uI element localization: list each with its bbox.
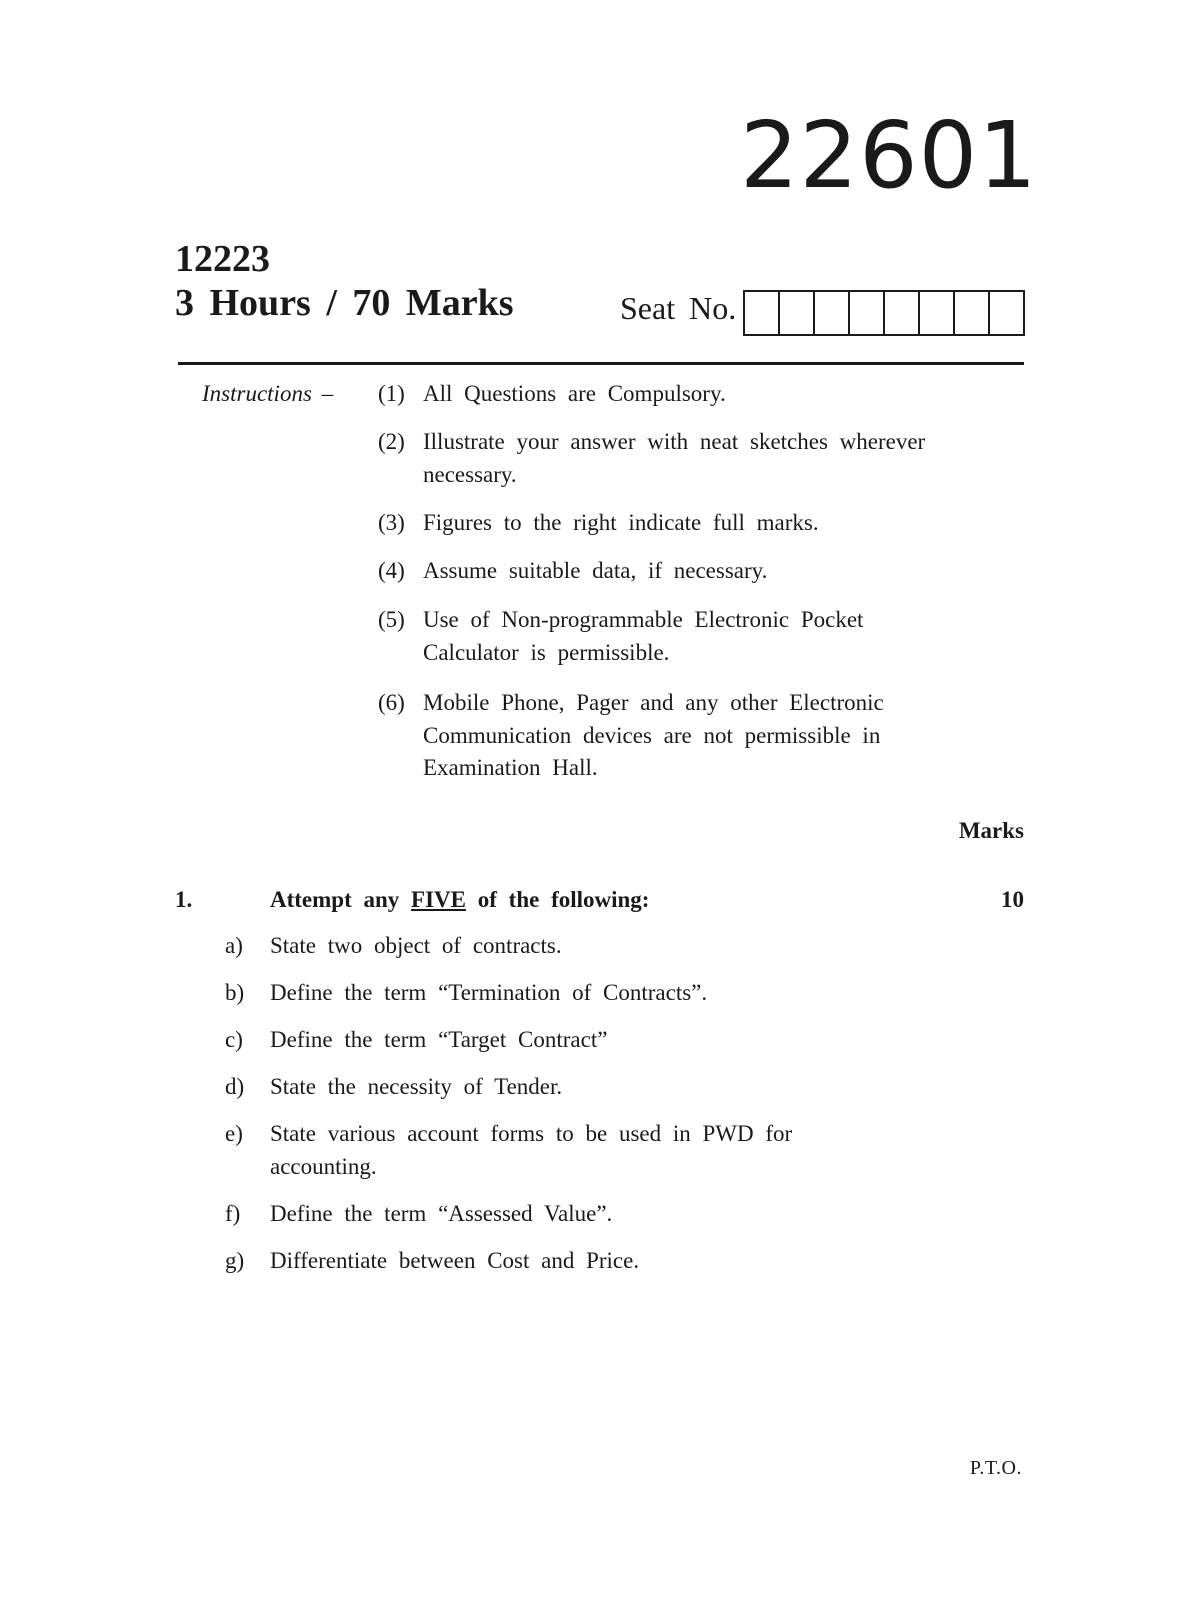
seat-box[interactable] [955,292,990,334]
subquestion-label: c) [225,1027,243,1052]
instruction-item [378,555,998,588]
instruction-number: (4) [378,558,405,583]
subquestion-label: a) [225,933,243,958]
question-number: 1. [175,887,193,912]
instructions-label: Instructions – [202,381,334,406]
duration-marks: 3 Hours / 70 Marks [175,282,514,324]
subquestion-label: g) [225,1248,245,1273]
seat-box[interactable] [990,292,1023,334]
subquestion-label: f) [225,1201,241,1226]
instruction-item [378,604,918,669]
instruction-text: Mobile Phone, Pager and any other Electronic Communication devices are not permissible in Examination Hall. [423,690,884,781]
instruction-item [378,426,978,491]
subquestion [225,977,905,1010]
marks-column-header: Marks [958,818,1024,843]
instruction-number: (6) [378,690,405,715]
seat-box[interactable] [920,292,955,334]
question-marks: 10 [1001,887,1024,912]
subquestion-text: Differentiate between Cost and Price. [270,1248,640,1273]
instruction-text: All Questions are Compulsory. [423,381,726,406]
seat-box[interactable] [780,292,815,334]
question-prompt [270,884,649,916]
subquestion-label: e) [225,1121,243,1146]
subquestion-text: State various account forms to be used in PWD for accounting. [270,1121,793,1179]
prompt-emphasis: FIVE [411,887,466,912]
exam-code: 12223 [175,238,270,280]
subquestion-text: Define the term “Target Contract” [270,1027,608,1052]
instruction-text: Illustrate your answer with neat sketches wherever necessary. [423,429,926,487]
seat-box[interactable] [885,292,920,334]
instruction-item [378,507,998,540]
seat-box[interactable] [815,292,850,334]
instruction-item [378,687,948,785]
instruction-number: (2) [378,429,405,454]
paper-code: 22601 [740,102,1038,209]
instruction-number: (1) [378,381,405,406]
subquestion [225,1118,865,1183]
seat-number-label: Seat No. [620,290,737,326]
subquestion [225,1198,905,1231]
page-footer-pto: P.T.O. [969,1457,1022,1479]
subquestion [225,1024,905,1057]
seat-number-boxes [743,290,1025,336]
subquestion-label: d) [225,1074,245,1099]
subquestion-text: State two object of contracts. [270,933,562,958]
subquestion [225,1071,905,1104]
prompt-before: Attempt any [270,887,412,912]
seat-box[interactable] [745,292,780,334]
instruction-number: (5) [378,607,405,632]
instruction-item [378,378,998,411]
instruction-text: Assume suitable data, if necessary. [423,558,768,583]
subquestion-text: Define the term “Assessed Value”. [270,1201,613,1226]
subquestion-label: b) [225,980,245,1005]
seat-box[interactable] [850,292,885,334]
instruction-number: (3) [378,510,405,535]
instruction-text: Figures to the right indicate full marks. [423,510,819,535]
subquestion [225,930,905,963]
prompt-after: of the following: [466,887,650,912]
subquestion-text: State the necessity of Tender. [270,1074,563,1099]
instruction-text: Use of Non-programmable Electronic Pocket Calculator is permissible. [423,607,864,665]
header-divider [178,362,1024,365]
subquestion-text: Define the term “Termination of Contracts”. [270,980,708,1005]
subquestion [225,1245,905,1278]
